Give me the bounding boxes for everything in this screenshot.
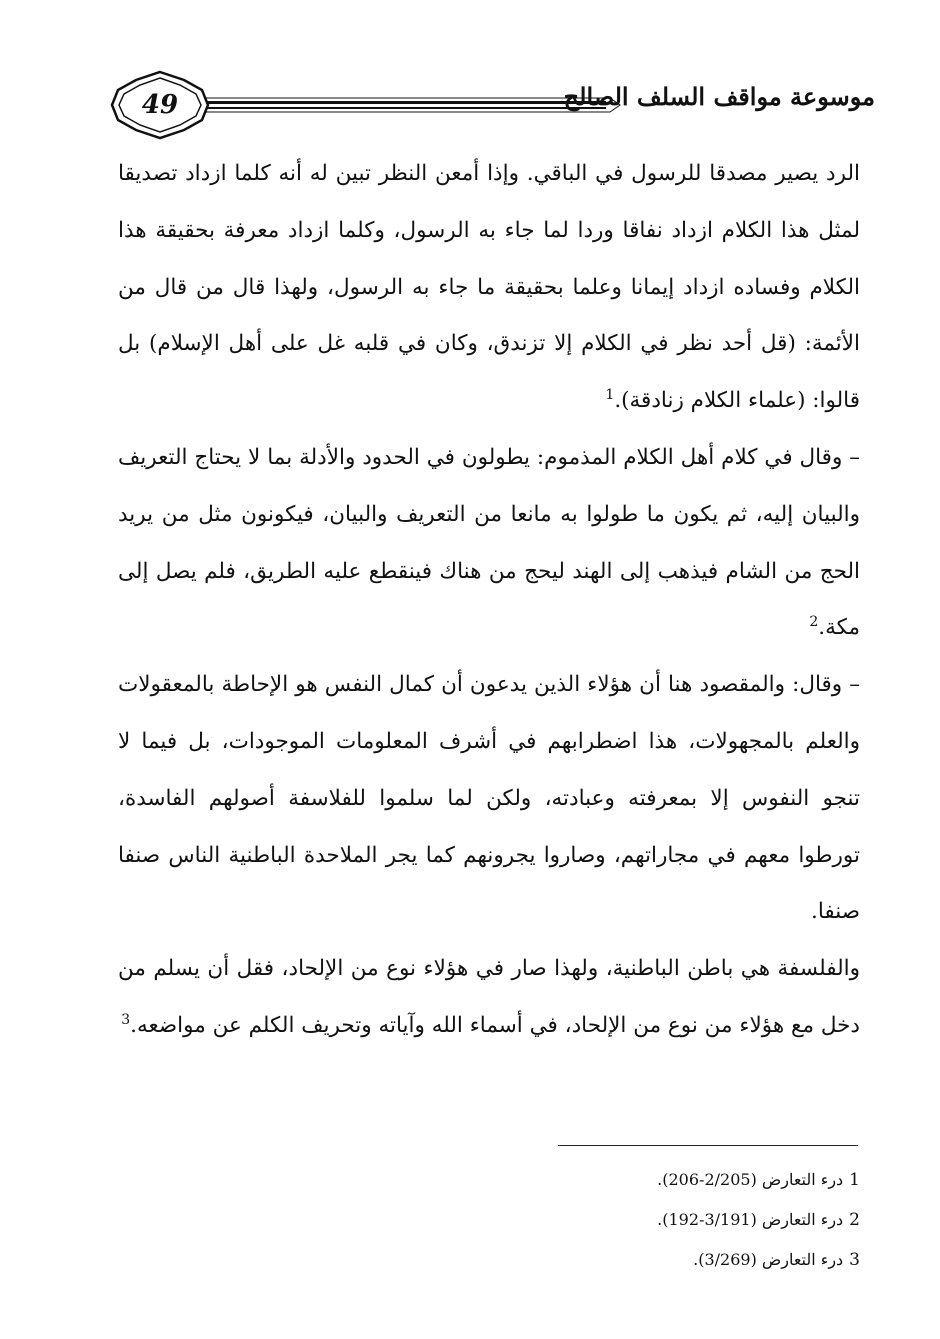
footnote: [560, 1240, 860, 1280]
page-number: 49: [141, 90, 179, 120]
footnote-number: 3: [849, 1250, 860, 1270]
running-title: موسوعة مواقف السلف الصالح: [563, 82, 875, 111]
footnote-number: 2: [849, 1210, 860, 1230]
paragraph: الرد يصير مصدقا للرسول في الباقي. وإذا أمعن النظر تبين له أنه كلما ازداد تصديقا لمثل هذا الكلام ازداد نفاقا وردا لما جاء به الرسول، وكلما ازداد معرفة بحقيقة هذا الكلام وفساده ازداد إيمانا وعلما بحقيقة ما جاء به الرسول، ولهذا قال من قال من الأئمة: (قل أحد نظر في الكلام إلا تزندق، وكان في قلبه غل على أهل الإسلام) بل قالوا: (علماء الكلام زنادقة).$^1$: [118, 161, 860, 414]
page-header: [110, 70, 875, 140]
footnote-divider: [558, 1145, 858, 1146]
footnotes: [560, 1160, 860, 1280]
paragraph: والفلسفة هي باطن الباطنية، ولهذا صار في هؤلاء نوع من الإلحاد، فقل أن يسلم من دخل مع هؤلاء من نوع من الإلحاد، في أسماء الله وآياته وتحريف الكلم عن مواضعه.$^3$: [118, 956, 860, 1038]
footnote: [560, 1160, 860, 1200]
paragraph: – وقال: والمقصود هنا أن هؤلاء الذين يدعون أن كمال النفس هو الإحاطة بالمعقولات والعلم بالمجهولات، هذا اضطرابهم في أشرف المعلومات الموجودات، بل فيما لا تنجو النفوس إلا بمعرفته وعبادته، ولكن لما سلموا للفلاسفة أصولهم الفاسدة، تورطوا معهم في مجاراتهم، وصاروا يجرونهم كما يجر الملاحدة الباطنية الناس صنفا صنفا.: [118, 672, 860, 925]
footnote-ref: 1: [605, 387, 615, 404]
footnote-number: 1: [849, 1170, 860, 1190]
footnote-ref: 2: [809, 614, 819, 631]
footnote: [560, 1200, 860, 1240]
footnote-text: درء التعارض (3/269).: [693, 1250, 844, 1269]
footnote-text: درء التعارض (3/191-192).: [657, 1210, 844, 1229]
footnote-ref: 3: [121, 1011, 131, 1028]
paragraph: – وقال في كلام أهل الكلام المذموم: يطولون في الحدود والأدلة بما لا يحتاج التعريف والبيان إليه، ثم يكون ما طولوا به مانعا من التعريف والبيان، فيكونون مثل من يريد الحج من الشام فيذهب إلى الهند ليحج من هناك فينقطع عليه الطريق، فلم يصل إلى مكة.$^2$: [118, 444, 860, 641]
footnote-text: درء التعارض (2/205-206).: [657, 1170, 844, 1189]
body-text: [118, 146, 860, 1055]
